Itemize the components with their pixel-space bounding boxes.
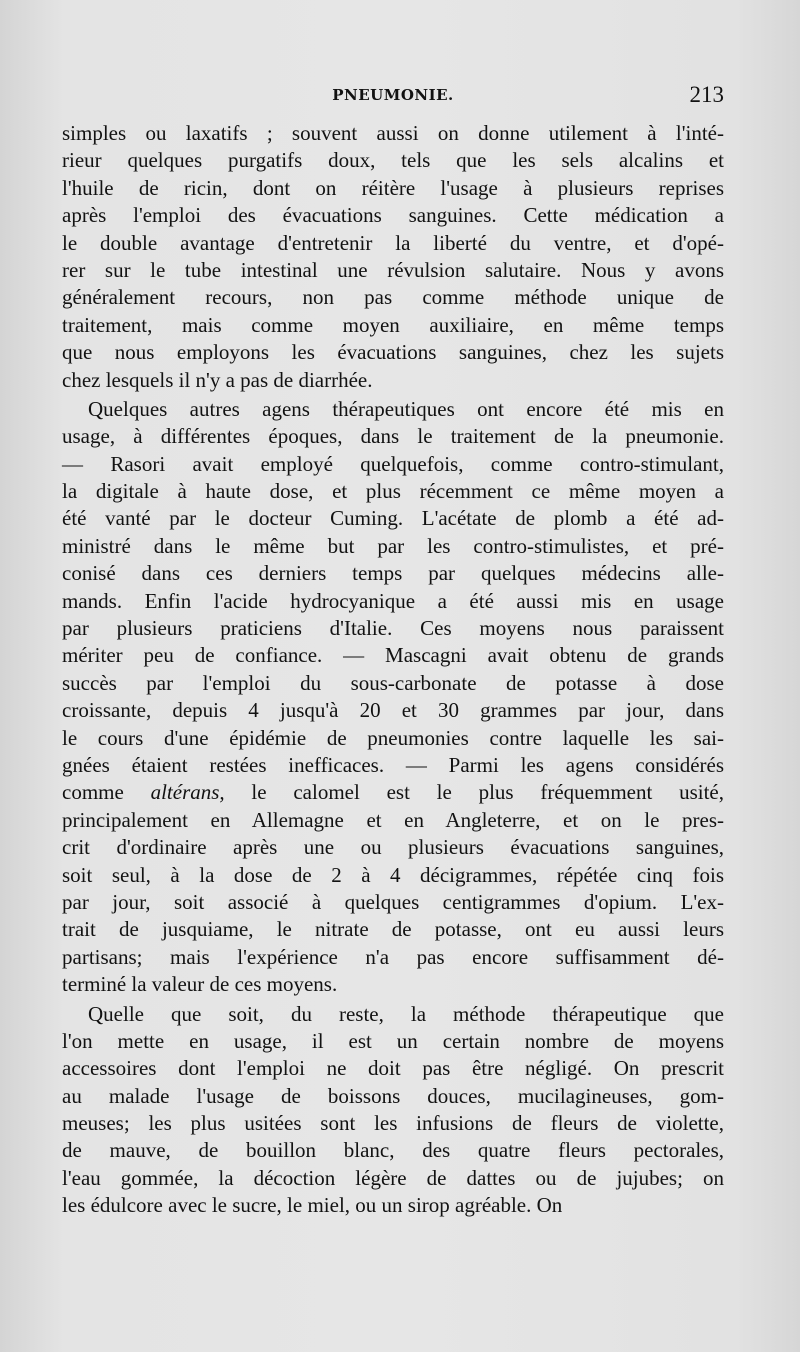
text-line: accessoires dont l'emploi ne doit pas être négligé. On prescrit xyxy=(62,1056,724,1081)
text-line: ministré dans le même but par les contro-stimulistes, et pré- xyxy=(62,533,724,558)
body-text xyxy=(62,120,724,1220)
text-segment: comme xyxy=(62,780,151,805)
text-line: soit seul, à la dose de 2 à 4 décigrammes, répétée cinq fois xyxy=(62,862,724,887)
text-line: l'huile de ricin, dont on réitère l'usage à plusieurs reprises xyxy=(62,175,724,200)
text-line: croissante, depuis 4 jusqu'à 20 et 30 grammes par jour, dans xyxy=(62,698,724,723)
text-line: Quelques autres agens thérapeutiques ont encore été mis en xyxy=(88,396,724,421)
text-line: le double avantage d'entretenir la liberté du ventre, et d'opé- xyxy=(62,230,724,255)
text-line: rieur quelques purgatifs doux, tels que les sels alcalins et xyxy=(62,148,724,173)
text-line: meuses; les plus usitées sont les infusions de fleurs de violette, xyxy=(62,1111,724,1136)
text-line: généralement recours, non pas comme méthode unique de xyxy=(62,285,724,310)
text-line: au malade l'usage de boissons douces, mucilagineuses, gom- xyxy=(62,1083,724,1108)
text-line: par plusieurs praticiens d'Italie. Ces moyens nous paraissent xyxy=(62,616,724,641)
text-line: après l'emploi des évacuations sanguines. Cette médication a xyxy=(62,203,724,228)
running-title: PNEUMONIE. xyxy=(332,86,454,104)
text-line: usage, à différentes époques, dans le traitement de la pneumonie. xyxy=(62,424,724,449)
text-line: gnées étaient restées inefficaces. — Parmi les agens considérés xyxy=(62,752,724,777)
text-line: principalement en Allemagne et en Angleterre, et on le pres- xyxy=(62,807,724,832)
text-line: trait de jusquiame, le nitrate de potasse, ont eu aussi leurs xyxy=(62,917,724,942)
text-line: conisé dans ces derniers temps par quelques médecins alle- xyxy=(62,561,724,586)
text-line-italic xyxy=(62,779,724,806)
text-line: l'on mette en usage, il est un certain nombre de moyens xyxy=(62,1028,724,1053)
text-line: été vanté par le docteur Cuming. L'acétate de plomb a été ad- xyxy=(62,506,724,531)
text-line: les édulcore avec le sucre, le miel, ou un sirop agréable. On xyxy=(62,1193,563,1218)
text-line: l'eau gommée, la décoction légère de dattes ou de jujubes; on xyxy=(62,1165,724,1190)
text-line: la digitale à haute dose, et plus récemment ce même moyen a xyxy=(62,479,724,504)
text-line: mériter peu de confiance. — Mascagni avait obtenu de grands xyxy=(62,643,724,668)
text-line: simples ou laxatifs ; souvent aussi on donne utilement à l'inté- xyxy=(62,121,724,145)
text-line: de mauve, de bouillon blanc, des quatre fleurs pectorales, xyxy=(62,1138,724,1163)
text-line: chez lesquels il n'y a pas de diarrhée. xyxy=(62,367,373,392)
paragraph-2 xyxy=(62,396,724,999)
text-line: — Rasori avait employé quelquefois, comme contro-stimulant, xyxy=(62,451,724,476)
text-line: terminé la valeur de ces moyens. xyxy=(62,972,338,997)
paragraph-1 xyxy=(62,120,724,394)
text-line: par jour, soit associé à quelques centigrammes d'opium. L'ex- xyxy=(62,889,724,914)
page-header xyxy=(62,82,724,116)
paragraph-3 xyxy=(62,1001,724,1220)
page-number: 213 xyxy=(689,82,724,107)
text-line: traitement, mais comme moyen auxiliaire, en même temps xyxy=(62,312,724,337)
text-line: Quelle que soit, du reste, la méthode thérapeutique que xyxy=(88,1001,724,1026)
italic-term: altérans, xyxy=(150,780,225,805)
text-segment: le calomel est le plus fréquemment usité, xyxy=(224,780,724,805)
text-line: le cours d'une épidémie de pneumonies contre laquelle les sai- xyxy=(62,725,724,750)
text-line: crit d'ordinaire après une ou plusieurs évacuations sanguines, xyxy=(62,835,724,860)
text-line: succès par l'emploi du sous-carbonate de potasse à dose xyxy=(62,670,724,695)
text-line: rer sur le tube intestinal une révulsion salutaire. Nous y avons xyxy=(62,257,724,282)
text-line: que nous employons les évacuations sanguines, chez les sujets xyxy=(62,340,724,365)
text-line: mands. Enfin l'acide hydrocyanique a été aussi mis en usage xyxy=(62,588,724,613)
text-line: partisans; mais l'expérience n'a pas encore suffisamment dé- xyxy=(62,944,724,969)
